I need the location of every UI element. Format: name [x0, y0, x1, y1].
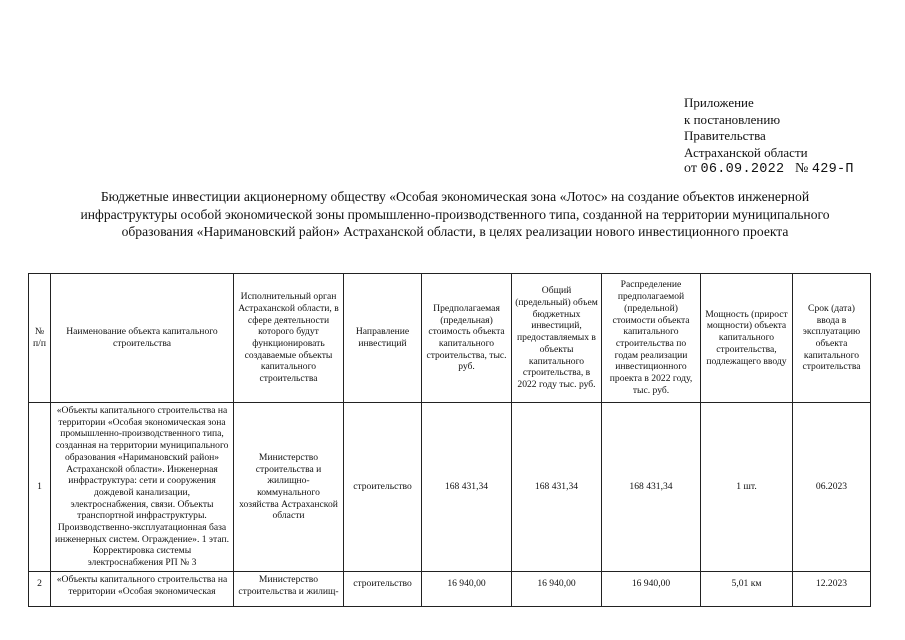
header-name: Наименование объекта капитального строительства — [51, 274, 234, 403]
cell-org: Министерство строительства и жилищно-коммунального хозяйства Астраханской области — [234, 403, 344, 572]
cell-direction: строительство — [344, 403, 422, 572]
resolution-number: 429-П — [811, 162, 854, 177]
resolution-date: 06.09.2022 — [700, 162, 785, 177]
number-prefix: № — [794, 161, 809, 176]
cell-direction: строительство — [344, 571, 422, 606]
table-header-row — [29, 274, 871, 403]
cell-capacity: 5,01 км — [701, 571, 793, 606]
appendix-block — [684, 95, 854, 179]
header-deadline: Срок (дата) ввода в эксплуатацию объекта капитального строительства — [793, 274, 871, 403]
header-cost: Предполагаемая (предельная) стоимость объекта капитального строительства, тыс. руб. — [422, 274, 512, 403]
cell-distribution: 16 940,00 — [602, 571, 701, 606]
cell-cost: 168 431,34 — [422, 403, 512, 572]
cell-num: 1 — [29, 403, 51, 572]
header-org: Исполнительный орган Астраханской области, в сфере деятельности которого будут функционировать создаваемые объекты капитального строительства — [234, 274, 344, 403]
cell-org: Министерство строительства и жилищ- — [234, 571, 344, 606]
cell-num: 2 — [29, 571, 51, 606]
cell-capacity: 1 шт. — [701, 403, 793, 572]
header-num: № п/п — [29, 274, 51, 403]
cell-name: «Объекты капитального строительства на территории «Особая экономическая — [51, 571, 234, 606]
table-row — [29, 571, 871, 606]
appendix-line: Правительства — [684, 128, 766, 143]
cell-cost: 16 940,00 — [422, 571, 512, 606]
document-title: Бюджетные инвестиции акционерному обществу «Особая экономическая зона «Лотос» на создание объектов инженерной инфраструктуры особой экономической зоны промышленно-производственного типа, созданной на территории муниципального образования «Наримановский район» Астраханской области, в целях реализации нового инвестиционного проекта — [80, 189, 830, 239]
appendix-line: к постановлению — [684, 111, 781, 127]
header-total: Общий (предельный) объем бюджетных инвестиций, предоставляемых в объекты капитального строительства, в 2022 году тыс. руб. — [512, 274, 602, 403]
investment-table — [28, 273, 871, 607]
cell-total: 16 940,00 — [512, 571, 602, 606]
header-distribution: Распределение предполагаемой (предельной) стоимости объекта капитального строительства по годам реализации инвестиционного проекта в 2022 году, тыс. руб. — [602, 274, 701, 403]
cell-total: 168 431,34 — [512, 403, 602, 572]
cell-distribution: 168 431,34 — [602, 403, 701, 572]
appendix-line: Приложение — [684, 95, 754, 110]
cell-name: «Объекты капитального строительства на территории «Особая экономическая зона промышленно-производственного типа, созданная на территории муниципального образования «Наримановский район» Астраханской области». Инженерная инфраструктура: сети и сооружения дождевой канализации, электроснабжения, связи. Объекты транспортной инфраструктуры. Производственно-эксплуатационная база инженерных систем. Ограждение». 1 этап. Корректировка системы электроснабжения РП № 3 — [51, 403, 234, 572]
header-direction: Направление инвестиций — [344, 274, 422, 403]
table-row — [29, 403, 871, 572]
appendix-dateline — [684, 161, 854, 179]
appendix-line: Астраханской области — [684, 144, 808, 160]
cell-deadline: 06.2023 — [793, 403, 871, 572]
cell-deadline: 12.2023 — [793, 571, 871, 606]
date-prefix: от — [684, 161, 697, 176]
header-capacity: Мощность (прирост мощности) объекта капитального строительства, подлежащего вводу — [701, 274, 793, 403]
